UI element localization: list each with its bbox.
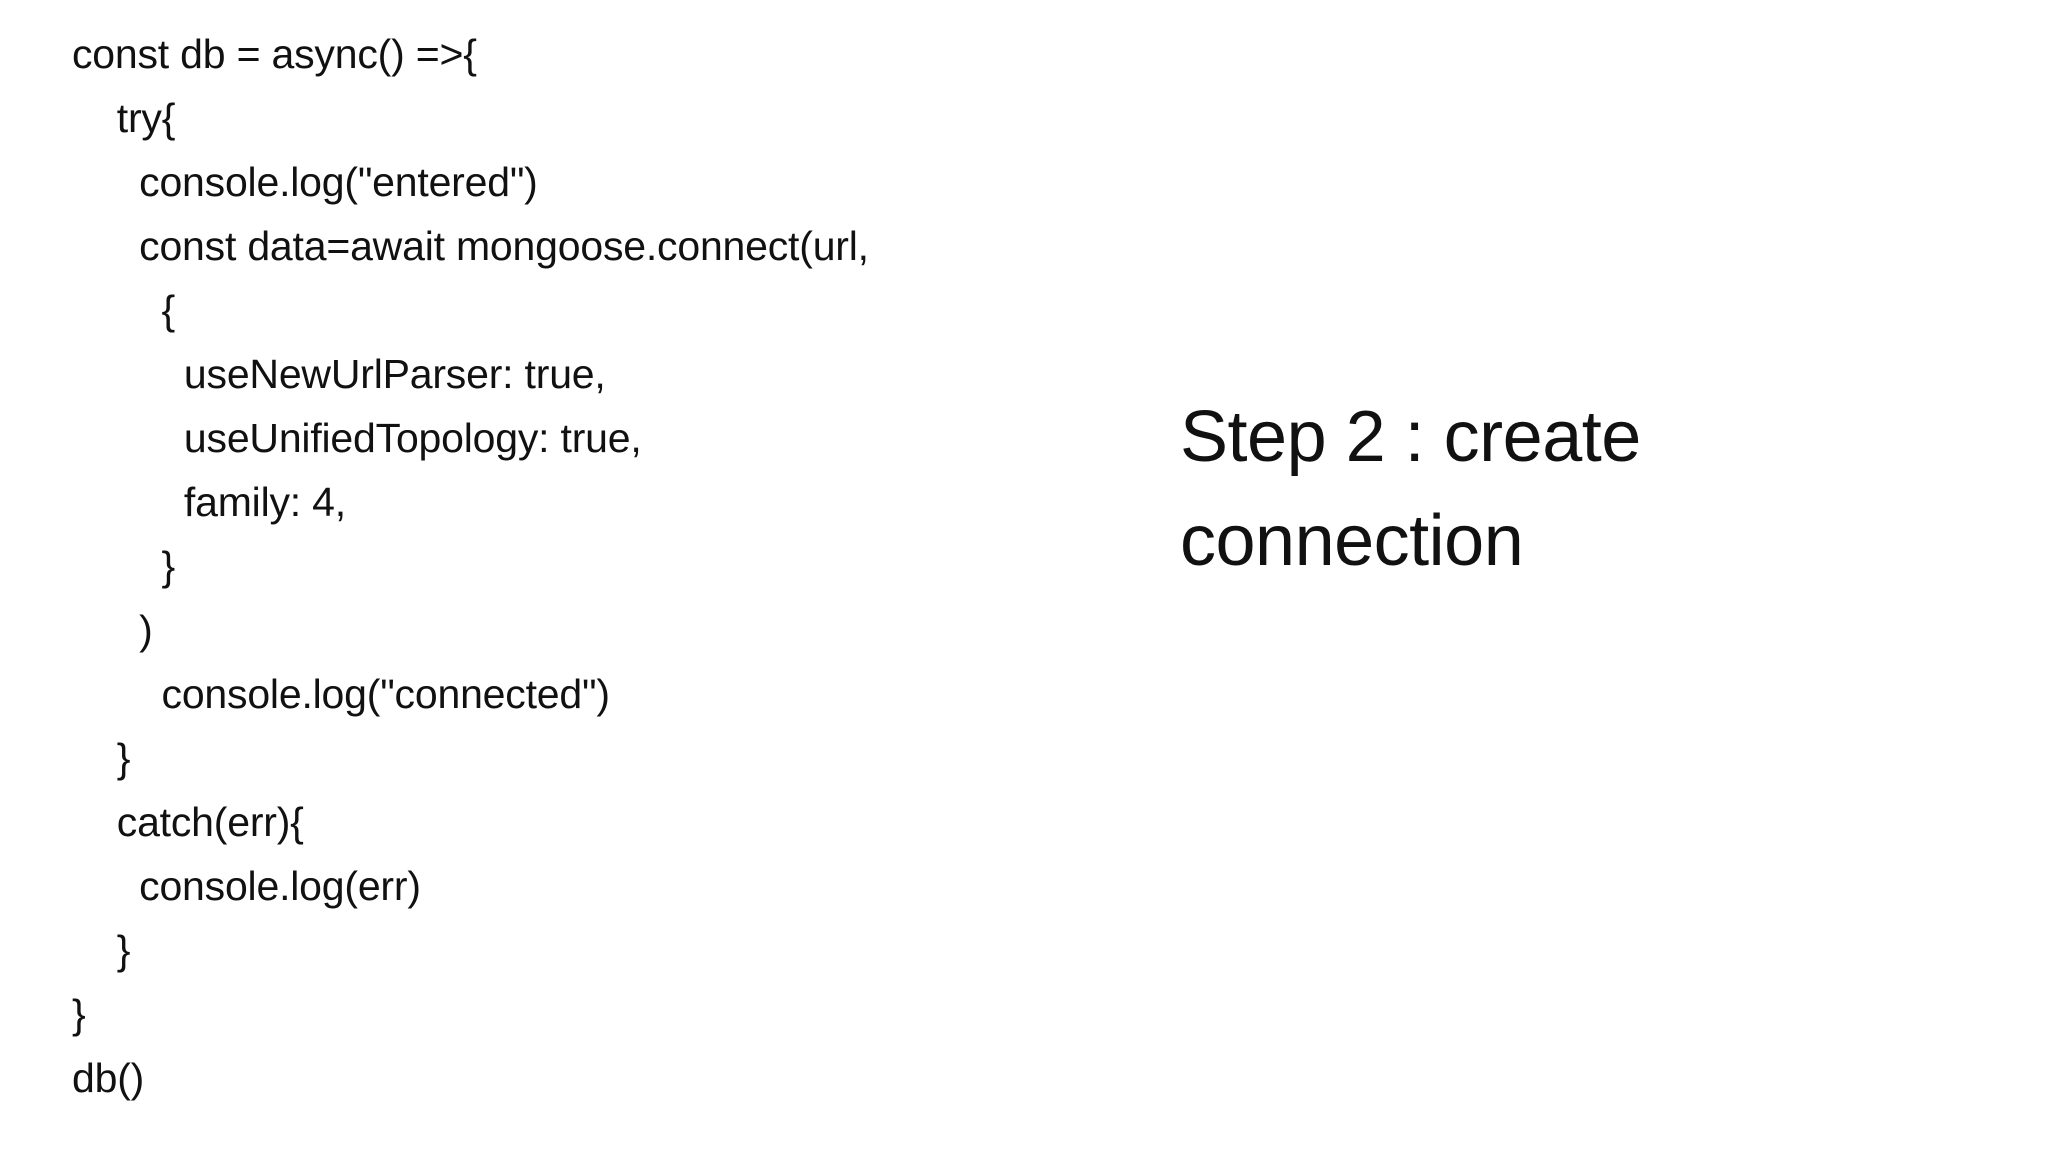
- code-line: }: [72, 927, 131, 973]
- slide-title: [1180, 385, 1900, 593]
- code-line: try{: [72, 95, 176, 141]
- code-line: family: 4,: [72, 479, 346, 525]
- code-line: console.log(err): [72, 863, 421, 909]
- code-line: }: [72, 991, 86, 1037]
- slide-title-line-1: Step 2 : create: [1180, 397, 1641, 477]
- code-line: ): [72, 607, 153, 653]
- code-line: {: [72, 287, 176, 333]
- code-line: catch(err){: [72, 799, 304, 845]
- code-snippet: [72, 22, 1112, 1110]
- code-line: }: [72, 735, 131, 781]
- code-line: const data=await mongoose.connect(url,: [72, 223, 869, 269]
- code-line: console.log("entered"): [72, 159, 538, 205]
- code-line: useNewUrlParser: true,: [72, 351, 606, 397]
- code-line: const db = async() =>{: [72, 31, 477, 77]
- slide-title-line-2: connection: [1180, 501, 1524, 581]
- code-line: db(): [72, 1055, 145, 1101]
- code-line: console.log("connected"): [72, 671, 610, 717]
- code-line: }: [72, 543, 176, 589]
- code-line: useUnifiedTopology: true,: [72, 415, 642, 461]
